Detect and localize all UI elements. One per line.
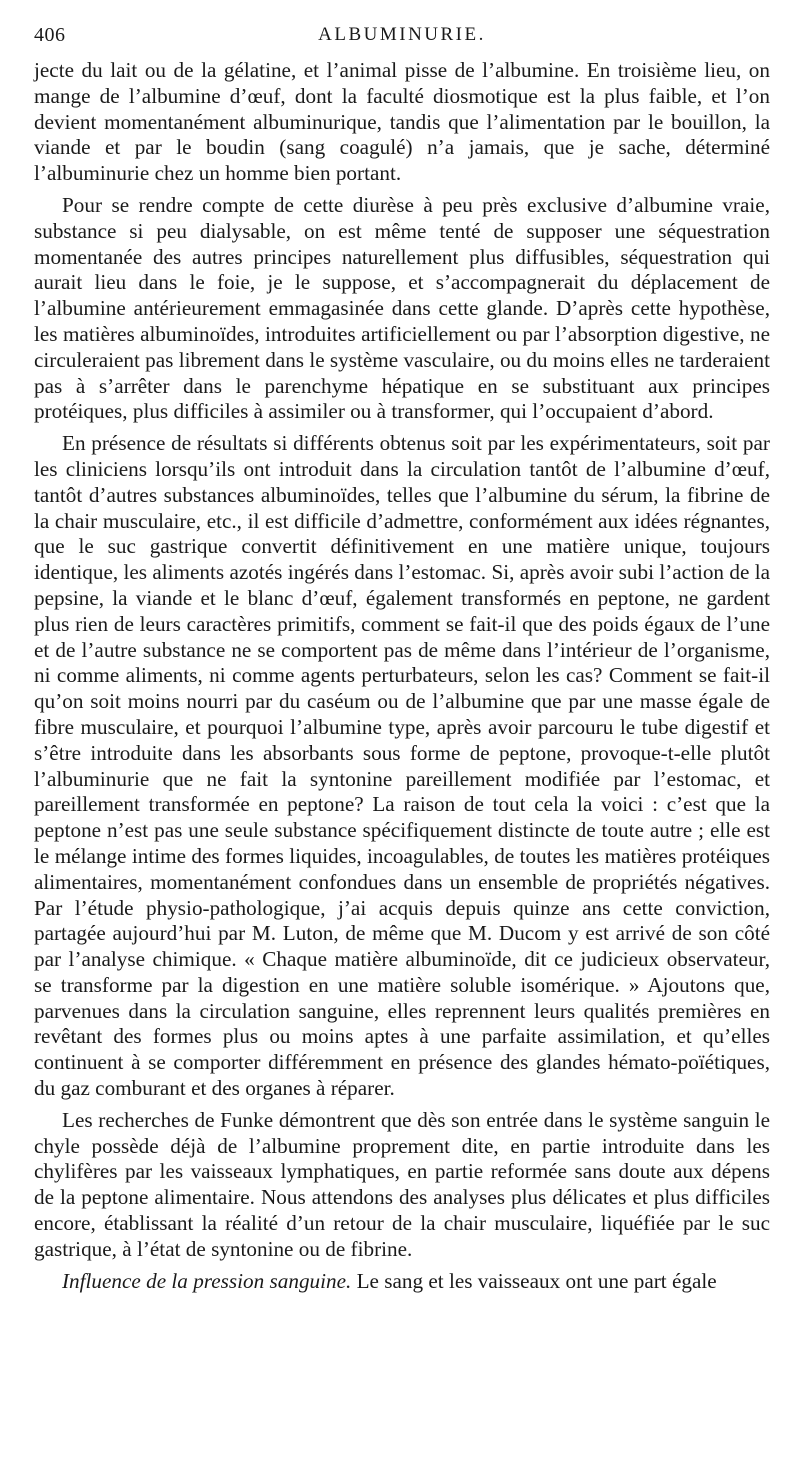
running-title: ALBUMINURIE.	[318, 24, 486, 45]
page-number: 406	[34, 24, 66, 46]
paragraph-funke-research: Les recherches de Funke démontrent que dès son entrée dans le système sanguin le chyle possède déjà de l’albumine proprement dite, en partie introduite dans les chylifères par les vaisseaux lymphatiques, en partie reformée sans doute aux dépens de la peptone alimentaire. Nous attendons des analyses plus délicates et plus difficiles encore, établissant la réalité d’un retour de la chair musculaire, liquéfiée par le suc gastrique, à l’état de syntonine ou de fibrine.	[34, 1107, 770, 1261]
paragraph-dialysis-hypothesis: Pour se rendre compte de cette diurèse à peu près exclusive d’albumine vraie, substance si peu dialysable, on est même tenté de supposer une séquestration momentanée des autres principes naturellement plus diffusibles, séquestration qui aurait lieu dans le foie, je le suppose, et s’accompagnerait du déplacement de l’albumine antérieurement emmagasinée dans cette glande. D’après cette hypothèse, les matières albuminoïdes, introduites artificiellement ou par l’absorption digestive, ne circuleraient pas librement dans le système vasculaire, ou du moins elles ne tarderaient pas à s’arrêter dans le parenchyme hépatique en se substituant aux principes protéiques, plus difficiles à assimiler ou à transformer, qui l’occupaient d’abord.	[34, 192, 770, 424]
paragraph-peptone-discussion: En présence de résultats si différents obtenus soit par les expérimentateurs, soit par les cliniciens lorsqu’ils ont introduit dans la circulation tantôt de l’albumine d’œuf, tantôt d’autres substances albuminoïdes, telles que l’albumine du sérum, la fibrine de la chair musculaire, etc., il est difficile d’admettre, conformément aux idées régnantes, que le suc gastrique convertit définitivement en une matière unique, toujours identique, les aliments azotés ingérés dans l’estomac. Si, après avoir subi l’action de la pepsine, la viande et le blanc d’œuf, également transformés en peptone, ne gardent plus rien de leurs caractères primitifs, comment se fait-il que des poids égaux de l’une et de l’autre substance ne se comportent pas de même dans l’intérieur de l’organisme, ni comme aliments, ni comme agents perturbateurs, selon les cas? Comment se fait-il qu’on soit moins nourri par du caséum ou de l’albumine que par une masse égale de fibre musculaire, et pourquoi l’albumine type, après avoir parcouru le tube digestif et s’être introduite dans les absorbants sous forme de peptone, provoque-t-elle plutôt l’albuminurie que ne fait la syntonine pareillement modifiée par l’estomac, et pareillement transformée en peptone? La raison de tout cela la voici : c’est que la peptone n’est pas une seule substance spécifiquement distincte de toute autre ; elle est le mélange intime des formes liquides, incoagulables, de toutes les matières protéiques alimentaires, momentanément confondues dans un ensemble de propriétés négatives. Par l’étude physio-pathologique, j’ai acquis depuis quinze ans cette conviction, partagée aujourd’hui par M. Luton, de même que M. Ducom y est arrivé de son côté par l’analyse chimique. « Chaque matière albuminoïde, dit ce judicieux observateur, se transforme par la digestion en une matière soluble isomérique. » Ajoutons que, parvenues dans la circulation sanguine, elles reprennent leurs qualités premières en revêtant des formes plus ou moins aptes à une parfaite assimilation, et qu’elles continuent à se comporter différemment en présence des glandes hémato-poïétiques, du gaz comburant et des organes à réparer.	[34, 431, 770, 1101]
paragraph-continuation: jecte du lait ou de la gélatine, et l’animal pisse de l’albumine. En troisième lieu, on mange de l’albumine d’œuf, dont la faculté diosmotique est la plus faible, et l’on devient momentanément albuminurique, tandis que l’alimentation par le bouillon, la viande et par le boudin (sang coagulé) n’a jamais, que je sache, déterminé l’albuminurie chez un homme bien portant.	[34, 58, 770, 186]
page-header	[34, 22, 770, 52]
section-text: Le sang et les vaisseaux ont une part égale	[351, 1268, 717, 1293]
book-page	[34, 22, 770, 1300]
paragraph-blood-pressure	[34, 1269, 770, 1295]
section-heading: Influence de la pression sanguine.	[62, 1268, 352, 1293]
